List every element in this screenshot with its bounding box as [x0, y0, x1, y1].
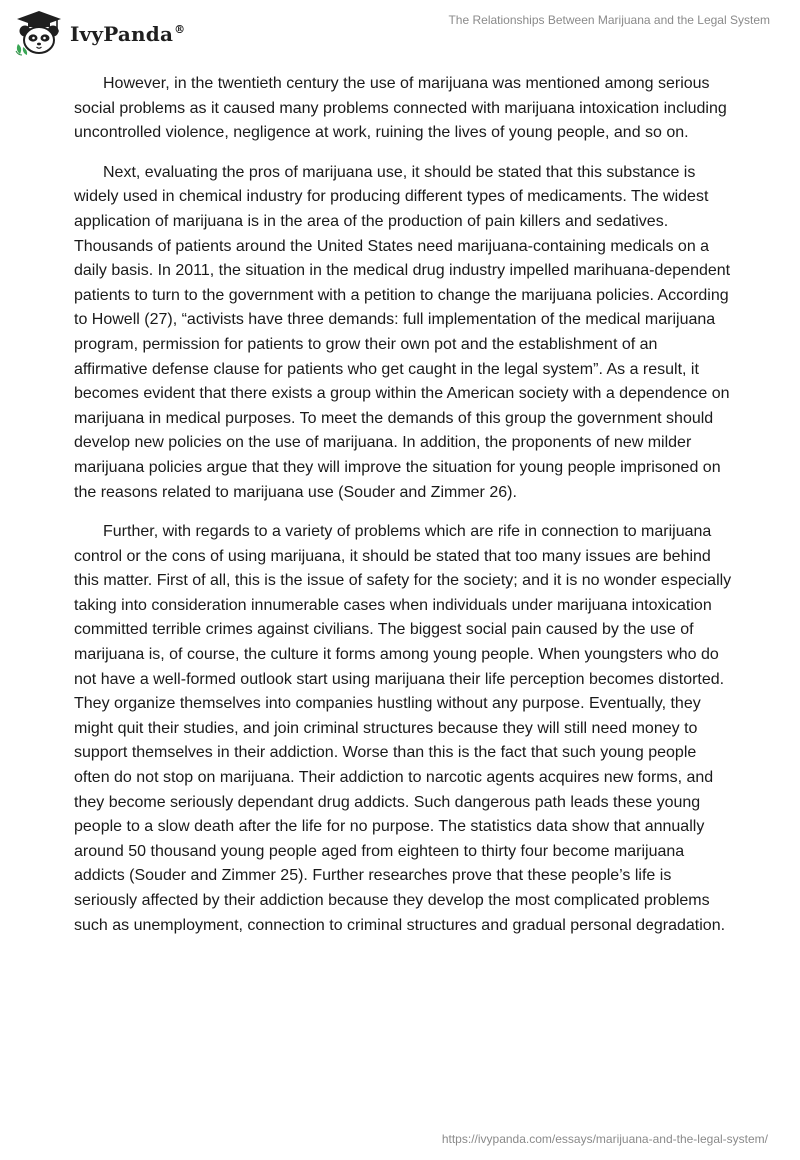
ivypanda-logo[interactable] — [14, 10, 185, 56]
paragraph: Further, with regards to a variety of problems which are rife in connection to marijuana control or the cons of using marijuana, it should be stated that too many issues are behind this matter. First of all, this is the issue of safety for the society; and it is no wonder especially taking into consideration innumerable cases when individuals under marijuana intoxication committed terrible crimes against civilians. The biggest social pain caused by the use of marijuana is, of course, the culture it forms among young people. When youngsters who do not have a well-formed outlook start using marijuana their life perception becomes distorted. They organize themselves into companies hustling without any purpose. Eventually, they might quit their studies, and join criminal structures because they will still need money to support themselves in their addiction. Worse than this is the fact that such young people often do not stop on marijuana. Their addiction to narcotic agents acquires new forms, and they become seriously dependant drug addicts. Such dangerous path leads these young people to a slow death after the life for no purpose. The statistics data show that annually around 50 thousand young people aged from eighteen to thirty four become marijuana addicts (Souder and Zimmer 25). Further researches prove that these people’s life is seriously affected by their addiction because they develop the most complicated problems such as unemployment, connection to criminal structures and gradual personal degradation. — [74, 523, 732, 934]
page-header — [0, 0, 800, 70]
registered-mark: ® — [174, 23, 186, 37]
document-title: The Relationships Between Marijuana and the Legal System — [448, 13, 770, 27]
essay-body — [74, 72, 734, 953]
logo-text: IvyPanda® — [70, 22, 186, 46]
panda-graduate-icon — [14, 10, 64, 56]
paragraph: However, in the twentieth century the use of marijuana was mentioned among serious social problems as it caused many problems connected with marijuana intoxication including uncontrolled violence, negligence at work, ruining the lives of young people, and so on. — [74, 75, 727, 142]
source-url[interactable]: https://ivypanda.com/essays/marijuana-and-the-legal-system/ — [441, 1132, 768, 1146]
paragraph: Next, evaluating the pros of marijuana use, it should be stated that this substance is widely used in chemical industry for producing different types of medicaments. The widest application of marijuana is in the area of the production of pain killers and sedatives. Thousands of patients around the United States need marijuana-containing medicals on a daily basis. In 2011, the situation in the medical drug industry impelled marihuana-dependent patients to turn to the government with a petition to change the marijuana policies. According to Howell (27), “activists have three demands: full implementation of the medical marijuana program, permission for patients to grow their own pot and the establishment of an affirmative defense clause for patients who get caught in the legal system”. As a result, it becomes evident that there exists a group within the American society with a dependence on marijuana in medical purposes. To meet the demands of this group the government should develop new policies on the use of marijuana. In addition, the proponents of new milder marijuana policies argue that they will improve the situation for young people imprisoned on the reasons related to marijuana use (Souder and Zimmer 26). — [74, 163, 731, 501]
